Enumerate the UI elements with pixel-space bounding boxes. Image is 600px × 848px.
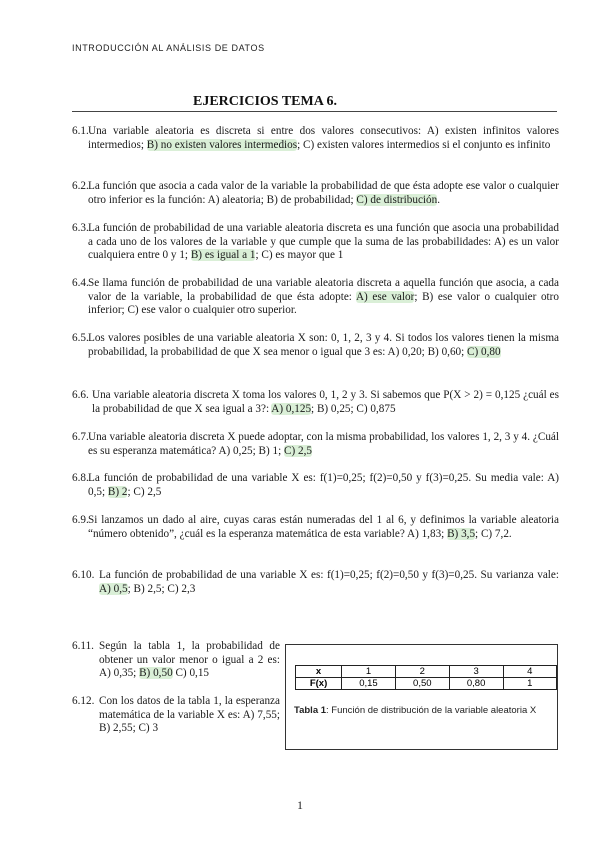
exercise-text-after: . [437,193,441,206]
exercise-text: La función de probabilidad de una variable X es: f(1)=0,25; f(2)=0,50 y f(3)=0,25. Su varianza vale: [99,569,559,581]
exercise-text: Con los datos de la tabla 1, la esperanza matemática de la variable X es: A) 7,55; B) 2,55; C) 3 [99,695,280,735]
exercise-number: 6.9. [72,514,89,526]
table-cell: 1 [342,666,396,678]
exercise-number: 6.11. [72,640,94,652]
page-title: EJERCICIOS TEMA 6. [193,94,338,109]
exercise-text-after: C) 0,15 [172,667,210,680]
exercise-6-9 [72,514,559,541]
exercise-text: Según la tabla 1, la probabilidad de obtener un valor menor o igual a 2 es: A) 0,35; [99,640,280,680]
exercise-6-3 [72,222,559,263]
table-1-box [285,644,558,750]
exercise-text-after: ; C) 2,5 [127,485,162,498]
exercise-number: 6.1. [72,125,89,137]
exercise-number: 6.3. [72,222,89,234]
highlighted-answer: A) ese valor [355,290,415,303]
table-header-fx: F(x) [296,678,342,690]
exercise-6-4 [72,277,559,318]
exercise-text-after: ; C) 7,2. [475,527,512,540]
exercise-text-after: ; B) 2,5; C) 2,3 [127,582,196,595]
exercise-text: Se llama función de probabilidad de una variable aleatoria discreta a aquella función que asocia, a cada valor de la variable, la probabilidad de que ésta adopte: [88,277,559,303]
highlighted-answer: B) no existen valores intermedios [146,138,298,151]
title-rule [72,111,557,112]
exercise-number: 6.7. [72,431,89,443]
table-cell: 0,80 [449,678,503,690]
exercise-text: La función de probabilidad de una variable aleatoria discreta es una función que asocia una probabilidad a cada uno de los valores de la variable y que cumple que la suma de las probabilidades: A) es un valor cualquiera entre 0 y 1; [88,222,559,262]
highlighted-answer: C) 0,80 [467,345,501,358]
highlighted-answer: B) 0,50 [139,667,173,680]
exercise-text-after: ; C) es mayor que 1 [255,249,344,262]
exercise-6-8 [72,472,559,499]
exercise-text: La función de probabilidad de una variable X es: f(1)=0,25; f(2)=0,50 y f(3)=0,25. Su media vale: A) 0,5; [88,472,559,498]
exercise-text-after: ; B) 0,25; C) 0,875 [311,402,396,415]
exercise-number: 6.12. [72,695,95,707]
table-cell: 4 [503,666,556,678]
exercise-text: Una variable aleatoria es discreta si entre dos valores consecutivos: A) existen infinitos valores intermedios; [88,125,559,151]
exercise-6-10 [72,569,559,596]
exercise-6-7 [72,431,559,458]
table-cell: 3 [449,666,503,678]
exercise-6-5 [72,332,559,359]
exercise-number: 6.4. [72,277,89,289]
table-header-x: x [296,666,342,678]
highlighted-answer: B) 2 [107,485,128,498]
table-cell: 1 [503,678,556,690]
table-row [296,666,557,678]
exercise-text: Si lanzamos un dado al aire, cuyas caras están numeradas del 1 al 6, y definimos la variable aleatoria “número obtenido”, ¿cuál es la esperanza matemática de esta variable? A) 1,83; [88,514,559,540]
highlighted-answer: C) 2,5 [284,444,312,457]
highlighted-answer: A) 0,125 [271,402,312,415]
exercise-text-after: ; C) existen valores intermedios si el conjunto es infinito [297,138,551,151]
exercise-number: 6.2. [72,180,89,192]
exercise-text: Una variable aleatoria discreta X puede adoptar, con la misma probabilidad, los valores 1, 2, 3 y 4. ¿Cuál es su esperanza matemática? A) 0,25; B) 1; [88,431,559,457]
distribution-table [295,665,557,690]
exercise-6-1 [72,125,559,152]
table-cell: 0,15 [342,678,396,690]
exercise-text: Los valores posibles de una variable aleatoria X son: 0, 1, 2, 3 y 4. Si todos los valores tienen la misma probabilidad, la probabilidad de que X sea menor o igual que 3 es: A) 0,20; B) 0,60; [88,332,559,358]
exercise-text-after: ; B) ese valor o cualquier otro inferior; C) ese valor o cualquier otro superior. [88,290,559,317]
exercise-6-2 [72,180,559,207]
exercise-text: Una variable aleatoria discreta X toma los valores 0, 1, 2 y 3. Si sabemos que P(X > 2) = 0,125 ¿cuál es la probabilidad de que X sea igual a 3?: [92,389,559,415]
exercise-number: 6.5. [72,332,89,344]
running-header: INTRODUCCIÓN AL ANÁLISIS DE DATOS [72,43,265,53]
table-caption-text: : Función de distribución de la variable aleatoria X [326,705,537,716]
table-row [296,678,557,690]
highlighted-answer: B) es igual a 1 [190,249,256,262]
exercise-6-12 [72,695,280,736]
table-caption [294,705,549,717]
exercise-number: 6.6. [72,389,89,401]
highlighted-answer: B) 3,5 [447,527,476,540]
exercise-6-11 [72,640,280,681]
table-cell: 2 [395,666,449,678]
highlighted-answer: C) de distribución [356,193,438,206]
table-caption-label: Tabla 1 [294,705,327,716]
highlighted-answer: A) 0,5 [99,582,128,595]
exercise-text: La función que asocia a cada valor de la variable la probabilidad de que ésta adopte ese valor o cualquier otro inferior es la función: A) aleatoria; B) de probabilidad; [88,180,559,206]
exercise-number: 6.8. [72,472,89,484]
table-cell: 0,50 [395,678,449,690]
exercise-number: 6.10. [72,569,95,581]
exercise-6-6 [72,389,559,416]
page-number: 1 [297,798,303,812]
